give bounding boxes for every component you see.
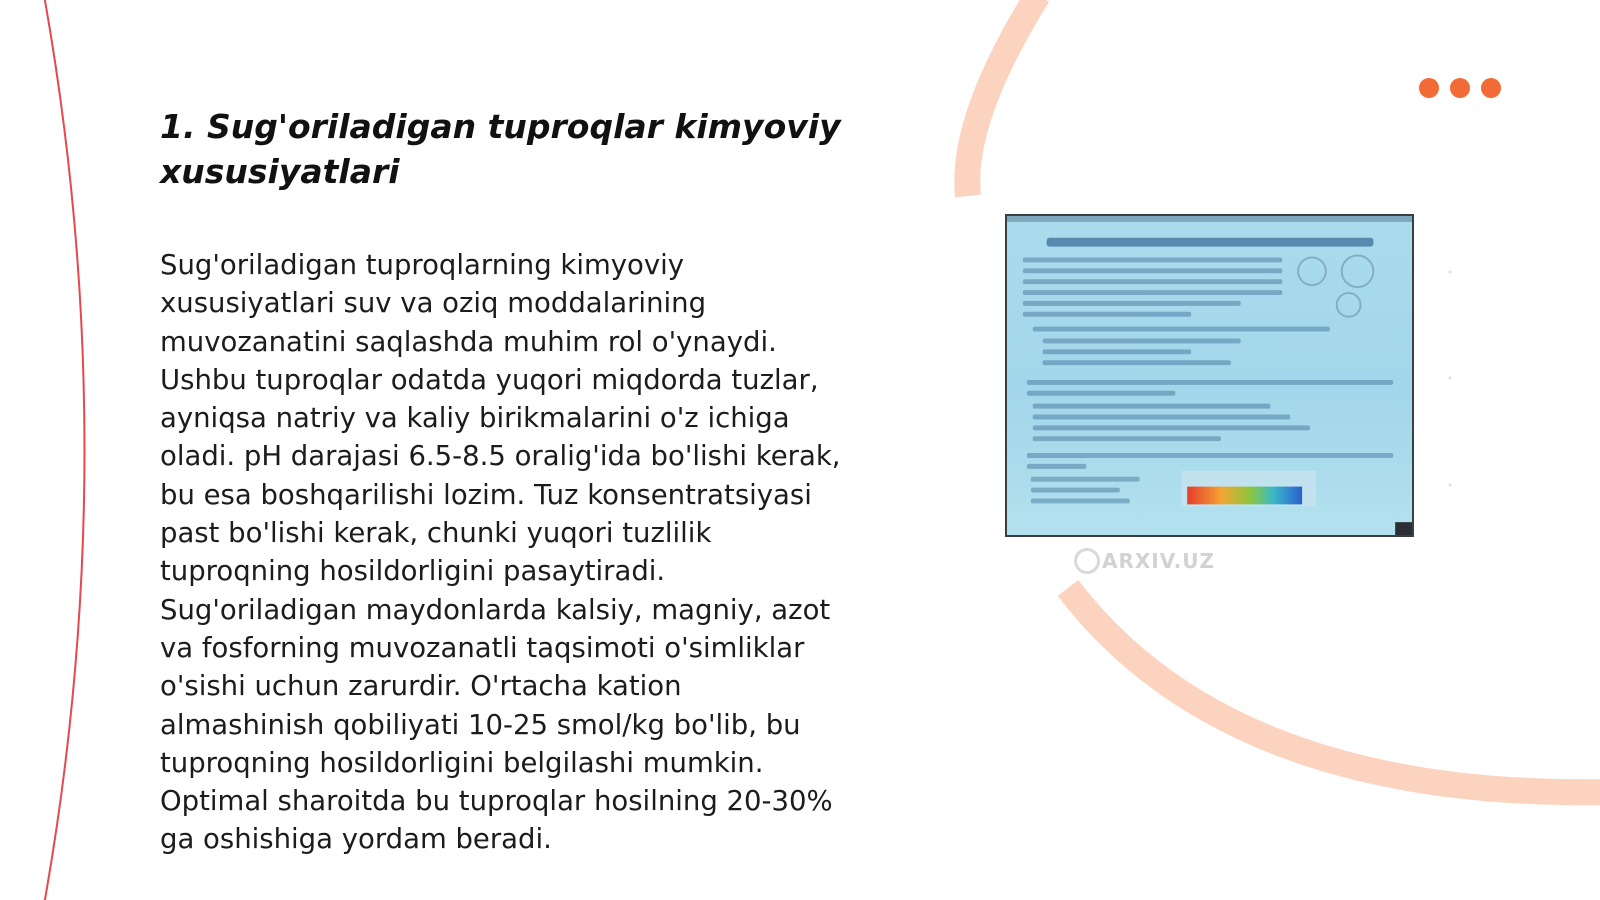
watermark-logo-icon bbox=[1074, 548, 1100, 574]
faint-mark-1 bbox=[1449, 271, 1452, 274]
top-peach-arc bbox=[967, 0, 1038, 196]
photo-content bbox=[1007, 216, 1412, 535]
watermark bbox=[1074, 548, 1215, 574]
presentation-photo bbox=[1005, 214, 1414, 537]
dot-3 bbox=[1481, 78, 1501, 98]
faint-mark-3 bbox=[1449, 484, 1452, 487]
slide-body-text: Sug'oriladigan tuproqlarning kimyoviy xususiyatlari suv va oziq moddalarining muvozanatini saqlashda muhim rol o'ynaydi. Ushbu tuproqlar odatda yuqori miqdorda tuzlar, ayniqsa natriy va kaliy birikmalarini o'z ichiga oladi. pH darajasi 6.5-8.5 oralig'ida bo'lishi kerak, bu esa boshqarilishi lozim. Tuz konsentratsiyasi past bo'lishi kerak, chunki yuqori tuzlilik tuproqning hosildorligini pasaytiradi. Sug'oriladigan maydonlarda kalsiy, magniy, azot va fosforning muvozanatli taqsimoti o'simliklar o'sishi uchun zarurdir. O'rtacha kation almashinish qobiliyati 10-25 smol/kg bo'lib, bu tuproqning hosildorligini belgilashi mumkin. Optimal sharoitda bu tuproqlar hosilning 20-30% ga oshishiga yordam beradi. bbox=[160, 249, 841, 856]
slide-title: 1. Sug'oriladigan tuproqlar kimyoviy xususiyatlari bbox=[160, 107, 841, 191]
dot-1 bbox=[1419, 78, 1439, 98]
faint-mark-2 bbox=[1449, 377, 1452, 380]
bottom-peach-arc bbox=[1068, 588, 1600, 792]
dot-2 bbox=[1450, 78, 1470, 98]
watermark-text: ARXIV.UZ bbox=[1102, 549, 1215, 573]
more-dots-icon[interactable] bbox=[1419, 78, 1501, 98]
left-red-curve bbox=[44, 0, 85, 900]
